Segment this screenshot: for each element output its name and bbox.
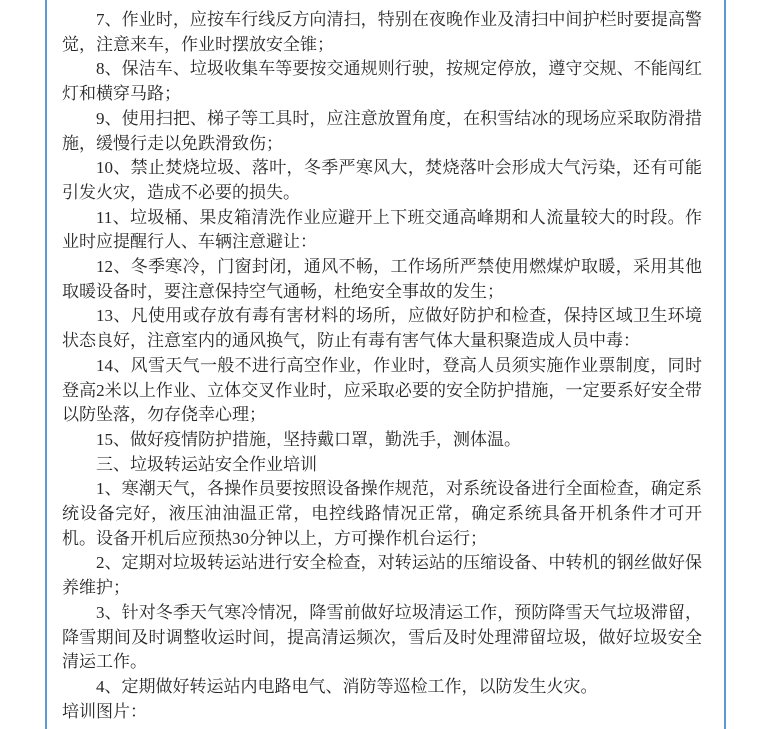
doc-paragraph-item-13: 13、凡使用或存放有毒有害材料的场所，应做好防护和检查，保持区域卫生环境状态良好，注意室内的通风换气，防止有毒有害气体大量积聚造成人员中毒： (62, 306, 702, 351)
doc-paragraph-sub-4: 4、定期做好转运站内电路电气、消防等巡检工作，以防发生火灾。 (96, 676, 598, 696)
doc-paragraph-item-9: 9、使用扫把、梯子等工具时，应注意放置角度，在积雪结冰的现场应采取防滑措施，缓慢行走以免跌滑致伤； (62, 108, 702, 153)
doc-paragraph-sub-3: 3、针对冬季天气寒冷情况，降雪前做好垃圾清运工作，预防降雪天气垃圾滞留，降雪期间及时调整收运时间，提高清运频次，雪后及时处理滞留垃圾，做好垃圾安全清运工作。 (62, 602, 702, 672)
doc-paragraph-item-11: 11、垃圾桶、果皮箱清洗作业应避开上下班交通高峰期和人流量较大的时段。作业时应提醒行人、车辆注意避让： (62, 207, 702, 252)
doc-paragraph-item-12: 12、冬季寒冷，门窗封闭，通风不畅，工作场所严禁使用燃煤炉取暖，采用其他取暖设备时，要注意保持空气通畅，杜绝安全事故的发生； (62, 257, 702, 301)
doc-paragraph-sub-2: 2、定期对垃圾转运站进行安全检查，对转运站的压缩设备、中转机的钢丝做好保养维护； (62, 553, 702, 598)
doc-paragraph-item-15: 15、做好疫情防护措施，坚持戴口罩，勤洗手，测体温。 (96, 429, 521, 449)
doc-paragraph-item-7: 7、作业时，应按车行线反方向清扫，特别在夜晚作业及清扫中间护栏时要提高警觉，注意来车，作业时摆放安全锥； (62, 10, 702, 54)
document-table-cell (45, 0, 726, 729)
section-heading-3: 三、垃圾转运站安全作业培训 (96, 454, 317, 474)
training-images-label: 培训图片： (62, 701, 147, 721)
doc-paragraph-item-14: 14、风雪天气一般不进行高空作业，作业时，登高人员须实施作业票制度，同时登高2米以上作业、立体交叉作业时，应采取必要的安全防护措施，一定要系好安全带以防坠落，勿存侥幸心理； (62, 355, 702, 425)
doc-paragraph-sub-1: 1、寒潮天气，各操作员要按照设备操作规范，对系统设备进行全面检查，确定系统设备完好，液压油油温正常，电控线路情况正常，确定系统具备开机条件才可开机。设备开机后应预热30分钟以上，方可操作机台运行； (62, 479, 702, 548)
doc-paragraph-item-10: 10、禁止焚烧垃圾、落叶，冬季严寒风大，焚烧落叶会形成大气污染，还有可能引发火灾，造成不必要的损失。 (62, 158, 702, 202)
doc-paragraph-item-8: 8、保洁车、垃圾收集车等要按交通规则行驶，按规定停放，遵守交规、不能闯红灯和横穿马路； (62, 59, 702, 104)
